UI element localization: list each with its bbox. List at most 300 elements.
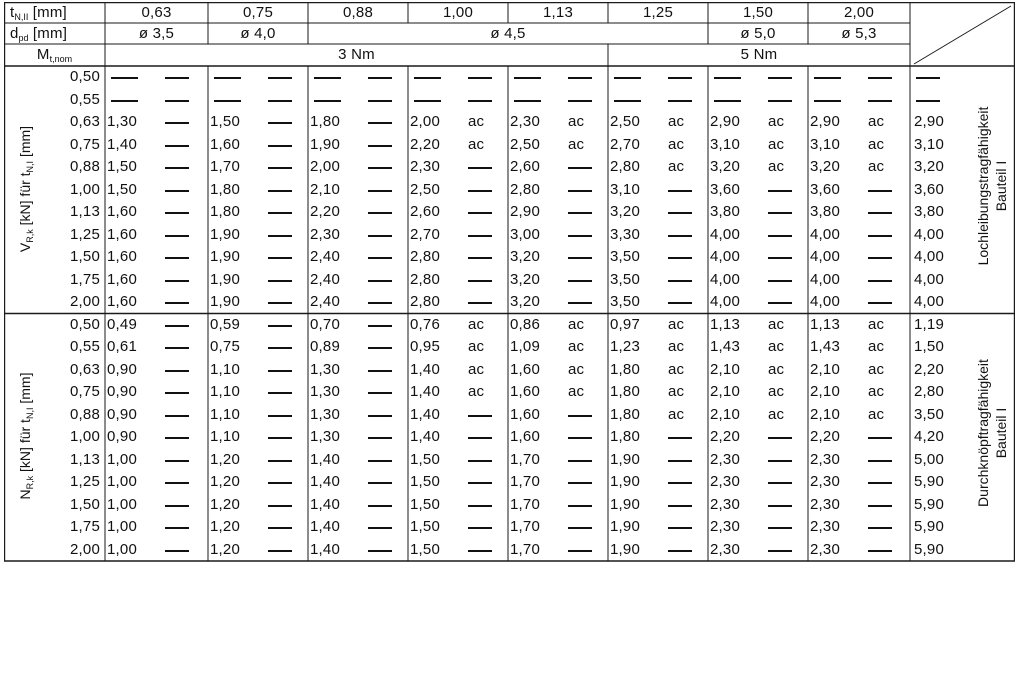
section-0-capacity-label-line1: Lochleibungstragfähigkeit [975, 106, 991, 266]
section-1-row-6-col-4-value: 1,70 [510, 450, 540, 468]
section-0-row-8-col-6-note-dash [768, 257, 792, 259]
section-0-row-1-col-2-note-dash [368, 100, 392, 102]
section-1-row-0-col-6-value: 1,13 [710, 315, 740, 333]
section-0-row-10-col-2-note-dash [368, 302, 392, 304]
section-1-row-5-col-3-note-dash [468, 437, 492, 439]
header-diagonal [914, 6, 1011, 64]
section-1-row-2-col-0-value: 0,90 [107, 360, 137, 378]
section-1-row-1-col-4-note: ac [568, 338, 585, 355]
thickness-header-4: 1,13 [543, 4, 573, 21]
d-header-label: $d_{pd}$ [mm] [10, 25, 68, 43]
section-0-row-3-col-2-note-dash [368, 145, 392, 147]
section-0-row-9-col-6-note-dash [768, 280, 792, 282]
section-1-row-4-col-7-value: 2,10 [810, 405, 840, 423]
section-1-row-6-col-1-note-dash [268, 460, 292, 462]
section-0-row-10-col-6-value: 4,00 [710, 293, 740, 310]
section-0-row-4-col-4-value: 2,60 [510, 158, 540, 175]
section-1-row-2-col-5-note: ac [668, 360, 685, 378]
section-1-row-5-col-4-value: 1,60 [510, 428, 540, 445]
section-1-row-4-col-5-value: 1,80 [610, 405, 640, 423]
section-0-row-4-col-0-value: 1,50 [107, 158, 137, 175]
section-1-row-2-col-6-note: ac [768, 360, 785, 378]
section-1-row-2-col-5-value: 1,80 [610, 360, 640, 378]
section-1-row-10-col-6-value: 2,30 [710, 540, 740, 558]
section-0-row-2-col-4-note: ac [568, 113, 585, 130]
section-0-row-2-col-6-value: 2,90 [710, 113, 740, 130]
section-1-row-8-col-4-value: 1,70 [510, 495, 540, 513]
section-0-row-10-thickness: 2,00 [70, 293, 100, 310]
section-0-row-8-col-7-value: 4,00 [810, 248, 840, 265]
section-1-row-5-col-6-note-dash [768, 437, 792, 439]
section-0-row-3-col-6-value: 3,10 [710, 135, 740, 153]
section-0-row-10-col-5-note-dash [668, 302, 692, 304]
section-1-row-10-col-6-note-dash [768, 550, 792, 552]
diameter-header-4: ø 5,3 [841, 25, 877, 42]
section-1-row-3-thickness: 0,75 [70, 383, 100, 400]
section-0-row-7-col-0-note-dash [165, 235, 189, 237]
section-1-row-5-col-5-value: 1,80 [610, 428, 640, 445]
thickness-header-6: 1,50 [743, 4, 773, 21]
section-0-row-5-col-0-value: 1,50 [107, 180, 137, 198]
section-1-row-axis-label: $N_{R,k}$ [kN] für $t_{N,I}$ [mm] [17, 372, 35, 500]
section-1-row-9-col-1-note-dash [268, 527, 292, 529]
section-0-row-5-col-5-note-dash [668, 190, 692, 192]
section-0-row-4-col-2-value: 2,00 [310, 158, 340, 175]
section-0-row-7-col-7-value: 4,00 [810, 225, 840, 243]
torque-header-1: 5 Nm [740, 46, 778, 63]
section-0-row-4-col-0-note-dash [165, 167, 189, 169]
section-1-row-1-col-3-note: ac [468, 338, 485, 355]
torque-header-0: 3 Nm [338, 46, 375, 63]
section-1-row-10-col-2-value: 1,40 [310, 540, 340, 558]
section-1-row-3-col-2-value: 1,30 [310, 383, 340, 400]
section-0-row-5-last-value: 3,60 [914, 180, 944, 198]
section-0-capacity-label [974, 71, 1010, 301]
section-1-row-5-col-3-value: 1,40 [410, 428, 440, 445]
diameter-header-3: ø 5,0 [740, 25, 776, 42]
section-0-row-6-col-3-value: 2,60 [410, 203, 440, 220]
section-0-row-9-col-5-note-dash [668, 280, 692, 282]
section-1-row-8-col-3-value: 1,50 [410, 495, 440, 513]
diameter-header-0: ø 3,5 [138, 25, 175, 42]
section-1-row-3-col-3-note: ac [468, 383, 485, 400]
section-0-row-7-col-6-note-dash [768, 235, 792, 237]
t-header-label: $t_{N,II}$ [mm] [10, 4, 67, 22]
thickness-header-7: 2,00 [844, 4, 874, 21]
section-0-row-1-col-2-value-dash [314, 100, 341, 102]
section-0-row-1-col-5-value-dash [614, 100, 641, 102]
load-capacity-table [4, 2, 1015, 675]
section-1-row-7-col-0-note-dash [165, 482, 189, 484]
section-1-row-3-col-0-value: 0,90 [107, 383, 137, 400]
section-1-row-9-col-4-note-dash [568, 527, 592, 529]
section-0-row-3-col-4-value: 2,50 [510, 135, 540, 153]
section-0-row-0-col-1-note-dash [268, 77, 292, 79]
section-1-row-3-col-7-note: ac [868, 383, 885, 400]
section-1-row-7-col-4-value: 1,70 [510, 473, 540, 490]
section-1-row-10-thickness: 2,00 [70, 540, 100, 558]
section-1-row-5-thickness: 1,00 [70, 428, 100, 445]
section-0-row-2-col-0-note-dash [165, 122, 189, 124]
thickness-header-1: 0,75 [243, 4, 273, 21]
section-1-row-5-col-6-value: 2,20 [710, 428, 740, 445]
section-1-row-5-col-0-note-dash [165, 437, 189, 439]
section-0-row-9-col-4-note-dash [568, 280, 592, 282]
section-1-row-9-col-0-value: 1,00 [107, 518, 137, 535]
section-0-row-5-col-3-value: 2,50 [410, 180, 440, 198]
section-1-row-8-thickness: 1,50 [70, 495, 100, 513]
section-1-row-8-col-5-note-dash [668, 505, 692, 507]
section-1-row-7-col-2-value: 1,40 [310, 473, 340, 490]
section-0-row-8-col-2-value: 2,40 [310, 248, 340, 265]
section-0-row-10-col-3-note-dash [468, 302, 492, 304]
section-1-row-5-col-7-value: 2,20 [810, 428, 840, 445]
section-1-row-3-col-5-note: ac [668, 383, 685, 400]
section-0-row-1-col-6-note-dash [768, 100, 792, 102]
section-0-row-2-col-3-note: ac [468, 113, 485, 130]
section-0-row-5-col-7-value: 3,60 [810, 180, 840, 198]
section-0-row-3-col-7-note: ac [868, 135, 885, 153]
section-1-row-1-col-5-note: ac [668, 338, 685, 355]
section-0-row-2-col-1-note-dash [268, 122, 292, 124]
section-0-row-6-col-4-note-dash [568, 212, 592, 214]
section-0-row-9-col-1-value: 1,90 [210, 270, 240, 288]
section-0-row-7-col-1-value: 1,90 [210, 225, 240, 243]
section-1-row-6-col-7-note-dash [868, 460, 892, 462]
section-0-row-9-col-3-value: 2,80 [410, 270, 440, 288]
section-1-row-10-last-value: 5,90 [914, 540, 944, 558]
section-0-row-3-col-1-note-dash [268, 145, 292, 147]
section-1-row-8-col-6-note-dash [768, 505, 792, 507]
section-1-row-0-col-5-value: 0,97 [610, 315, 640, 333]
section-0-row-7-col-3-value: 2,70 [410, 225, 440, 243]
section-1-row-0-col-1-note-dash [268, 325, 292, 327]
section-1-row-9-col-6-value: 2,30 [710, 518, 740, 535]
section-0-row-0-col-3-note-dash [468, 77, 492, 79]
section-0-row-5-col-6-note-dash [768, 190, 792, 192]
section-1-row-0-col-6-note: ac [768, 315, 785, 333]
section-1-row-4-col-5-note: ac [668, 405, 685, 423]
section-1-row-10-col-0-note-dash [165, 550, 189, 552]
section-1-row-3-col-3-value: 1,40 [410, 383, 440, 400]
section-0-row-0-col-7-note-dash [868, 77, 892, 79]
section-1-row-7-col-1-value: 1,20 [210, 473, 240, 490]
section-0-row-4-col-5-value: 2,80 [610, 158, 640, 175]
section-0-row-6-col-4-value: 2,90 [510, 203, 540, 220]
section-0-row-10-col-6-note-dash [768, 302, 792, 304]
section-0-row-1-last-dash [916, 100, 940, 102]
section-1-row-2-col-7-value: 2,10 [810, 360, 840, 378]
section-1-row-5-col-7-note-dash [868, 437, 892, 439]
section-0-row-6-thickness: 1,13 [70, 203, 100, 220]
section-1-row-7-col-1-note-dash [268, 482, 292, 484]
section-0-row-8-col-4-note-dash [568, 257, 592, 259]
section-1-row-2-col-0-note-dash [165, 370, 189, 372]
section-1-row-4-col-2-value: 1,30 [310, 405, 340, 423]
section-1-row-0-col-4-value: 0,86 [510, 315, 540, 333]
section-1-row-4-col-3-value: 1,40 [410, 405, 440, 423]
section-1-row-9-col-2-value: 1,40 [310, 518, 340, 535]
section-1-row-3-col-7-value: 2,10 [810, 383, 840, 400]
section-1-row-9-col-3-value: 1,50 [410, 518, 440, 535]
section-1-row-7-col-3-value: 1,50 [410, 473, 440, 490]
section-1-row-10-col-4-value: 1,70 [510, 540, 540, 558]
section-0-row-3-col-4-note: ac [568, 135, 585, 153]
section-1-row-5-col-1-value: 1,10 [210, 428, 240, 445]
section-1-row-8-col-2-note-dash [368, 505, 392, 507]
section-0-row-0-col-2-value-dash [314, 77, 341, 79]
section-0-row-3-last-value: 3,10 [914, 135, 944, 153]
thickness-header-0: 0,63 [141, 4, 172, 21]
section-1-row-5-last-value: 4,20 [914, 428, 944, 445]
section-0-row-2-col-5-value: 2,50 [610, 113, 640, 130]
section-1-row-7-col-6-value: 2,30 [710, 473, 740, 490]
section-0-row-9-col-7-value: 4,00 [810, 270, 840, 288]
section-1-row-9-col-7-note-dash [868, 527, 892, 529]
section-0-row-3-col-3-note: ac [468, 135, 485, 153]
section-1-row-4-col-1-note-dash [268, 415, 292, 417]
section-0-row-9-thickness: 1,75 [70, 270, 100, 288]
section-1-row-8-col-0-value: 1,00 [107, 495, 137, 513]
section-0-row-0-col-6-note-dash [768, 77, 792, 79]
section-0-row-8-col-7-note-dash [868, 257, 892, 259]
section-1-row-0-col-1-value: 0,59 [210, 315, 240, 333]
section-0-row-4-col-2-note-dash [368, 167, 392, 169]
section-0-row-2-col-7-value: 2,90 [810, 113, 840, 130]
section-0-row-axis-label: $V_{R,k}$ [kN] für $t_{N,I}$ [mm] [17, 125, 35, 252]
section-1-row-4-col-0-note-dash [165, 415, 189, 417]
section-1-row-9-col-6-note-dash [768, 527, 792, 529]
section-1-row-2-col-1-note-dash [268, 370, 292, 372]
section-0-row-2-col-0-value: 1,30 [107, 113, 137, 130]
section-1-row-2-thickness: 0,63 [70, 360, 100, 378]
section-1-row-7-col-3-note-dash [468, 482, 492, 484]
section-1-row-6-col-7-value: 2,30 [810, 450, 840, 468]
section-0-row-10-last-value: 4,00 [914, 293, 944, 310]
section-0-row-7-last-value: 4,00 [914, 225, 944, 243]
section-1-row-9-col-7-value: 2,30 [810, 518, 840, 535]
section-0-row-2-last-value: 2,90 [914, 113, 944, 130]
section-0-row-1-col-3-note-dash [468, 100, 492, 102]
section-1-row-1-col-7-note: ac [868, 338, 885, 355]
section-1-row-7-col-7-value: 2,30 [810, 473, 840, 490]
section-0-row-5-col-3-note-dash [468, 190, 492, 192]
section-1-row-3-col-4-value: 1,60 [510, 383, 540, 400]
section-1-row-10-col-4-note-dash [568, 550, 592, 552]
section-0-row-9-col-7-note-dash [868, 280, 892, 282]
section-0-row-5-col-1-note-dash [268, 190, 292, 192]
section-1-row-8-col-1-value: 1,20 [210, 495, 240, 513]
section-1-row-10-col-1-value: 1,20 [210, 540, 240, 558]
section-1-row-1-col-7-value: 1,43 [810, 338, 840, 355]
section-0-row-4-col-1-value: 1,70 [210, 158, 240, 175]
section-0-row-5-col-6-value: 3,60 [710, 180, 740, 198]
diameter-header-2: ø 4,5 [490, 25, 526, 42]
section-0-row-8-col-5-value: 3,50 [610, 248, 640, 265]
m-header-label: $M_{t,nom}$ [36, 46, 73, 64]
section-0-row-7-col-5-value: 3,30 [610, 225, 640, 243]
section-1-row-6-col-1-value: 1,20 [210, 450, 240, 468]
section-1-row-7-thickness: 1,25 [70, 473, 100, 490]
section-1-row-8-col-1-note-dash [268, 505, 292, 507]
section-0-row-9-col-4-value: 3,20 [510, 270, 540, 288]
section-0-row-9-col-5-value: 3,50 [610, 270, 640, 288]
section-0-row-10-col-5-value: 3,50 [610, 293, 640, 310]
section-0-row-3-col-3-value: 2,20 [410, 135, 440, 153]
section-0-row-3-col-5-value: 2,70 [610, 135, 640, 153]
section-0-row-4-col-1-note-dash [268, 167, 292, 169]
section-1-row-2-col-4-value: 1,60 [510, 360, 540, 378]
section-1-row-1-last-value: 1,50 [914, 338, 944, 355]
section-0-row-6-col-7-value: 3,80 [810, 203, 840, 220]
section-1-row-4-col-1-value: 1,10 [210, 405, 240, 423]
section-1-row-6-col-2-value: 1,40 [310, 450, 340, 468]
section-0-row-10-col-3-value: 2,80 [410, 293, 440, 310]
section-1-row-2-col-2-note-dash [368, 370, 392, 372]
section-1-row-3-last-value: 2,80 [914, 383, 944, 400]
section-1-row-6-col-5-value: 1,90 [610, 450, 640, 468]
section-0-row-3-col-0-note-dash [165, 145, 189, 147]
section-1-row-6-col-6-note-dash [768, 460, 792, 462]
section-0-row-7-col-3-note-dash [468, 235, 492, 237]
section-0-row-8-col-4-value: 3,20 [510, 248, 540, 265]
section-0-row-4-col-3-value: 2,30 [410, 158, 440, 175]
section-1-row-2-col-1-value: 1,10 [210, 360, 240, 378]
section-0-row-9-col-0-note-dash [165, 280, 189, 282]
section-1-row-9-col-2-note-dash [368, 527, 392, 529]
section-0-row-7-thickness: 1,25 [70, 225, 100, 243]
section-0-row-7-col-2-note-dash [368, 235, 392, 237]
section-0-row-1-col-4-note-dash [568, 100, 592, 102]
section-1-row-10-col-5-note-dash [668, 550, 692, 552]
section-0-row-9-col-1-note-dash [268, 280, 292, 282]
section-1-row-3-col-2-note-dash [368, 392, 392, 394]
section-0-row-8-col-3-note-dash [468, 257, 492, 259]
section-0-row-8-col-1-note-dash [268, 257, 292, 259]
section-0-row-2-col-7-note: ac [868, 113, 885, 130]
section-0-row-10-col-0-value: 1,60 [107, 293, 137, 310]
section-1-row-3-col-4-note: ac [568, 383, 585, 400]
section-0-row-6-col-1-value: 1,80 [210, 203, 240, 220]
section-0-row-5-col-4-note-dash [568, 190, 592, 192]
section-0-row-0-col-4-value-dash [514, 77, 541, 79]
section-1-row-2-col-4-note: ac [568, 360, 585, 378]
section-1-row-5-col-5-note-dash [668, 437, 692, 439]
section-0-row-4-col-5-note: ac [668, 158, 685, 175]
section-0-row-5-col-5-value: 3,10 [610, 180, 640, 198]
section-1-row-2-col-7-note: ac [868, 360, 885, 378]
section-0-row-2-col-5-note: ac [668, 113, 685, 130]
section-1-row-3-col-0-note-dash [165, 392, 189, 394]
section-1-row-0-col-2-note-dash [368, 325, 392, 327]
section-1-row-0-thickness: 0,50 [70, 315, 100, 333]
section-0-row-5-col-7-note-dash [868, 190, 892, 192]
section-1-row-1-col-2-note-dash [368, 347, 392, 349]
section-1-row-9-col-5-value: 1,90 [610, 518, 640, 535]
section-1-row-1-col-3-value: 0,95 [410, 338, 440, 355]
section-1-row-8-col-7-value: 2,30 [810, 495, 840, 513]
section-0-row-2-col-2-note-dash [368, 122, 392, 124]
section-0-row-9-col-3-note-dash [468, 280, 492, 282]
section-1-row-10-col-3-note-dash [468, 550, 492, 552]
section-0-row-3-thickness: 0,75 [70, 135, 100, 153]
section-0-row-4-col-4-note-dash [568, 167, 592, 169]
section-1-row-2-col-3-value: 1,40 [410, 360, 440, 378]
section-0-row-2-col-6-note: ac [768, 113, 785, 130]
section-0-row-0-thickness: 0,50 [70, 68, 100, 85]
section-1-row-0-col-4-note: ac [568, 315, 585, 333]
section-1-row-2-col-3-note: ac [468, 360, 485, 378]
section-1-row-3-col-1-value: 1,10 [210, 383, 240, 400]
section-1-row-8-col-2-value: 1,40 [310, 495, 340, 513]
section-1-row-7-col-7-note-dash [868, 482, 892, 484]
section-1-row-7-col-0-value: 1,00 [107, 473, 137, 490]
section-0-row-2-col-3-value: 2,00 [410, 113, 440, 130]
section-0-row-0-last-dash [916, 77, 940, 79]
section-1-row-8-col-4-note-dash [568, 505, 592, 507]
section-1-row-8-last-value: 5,90 [914, 495, 944, 513]
section-0-row-7-col-7-note-dash [868, 235, 892, 237]
section-0-row-3-col-6-note: ac [768, 135, 785, 153]
thickness-header-3: 1,00 [443, 4, 473, 21]
section-1-row-5-col-2-value: 1,30 [310, 428, 340, 445]
section-1-row-4-col-3-note-dash [468, 415, 492, 417]
section-0-row-10-col-4-value: 3,20 [510, 293, 540, 310]
section-1-row-9-thickness: 1,75 [70, 518, 100, 535]
section-0-row-4-col-6-note: ac [768, 158, 785, 175]
section-1-row-10-col-7-value: 2,30 [810, 540, 840, 558]
section-1-row-4-col-6-note: ac [768, 405, 785, 423]
section-0-row-10-col-7-note-dash [868, 302, 892, 304]
section-1-row-6-col-0-value: 1,00 [107, 450, 137, 468]
section-1-row-9-col-0-note-dash [165, 527, 189, 529]
section-1-row-1-col-6-value: 1,43 [710, 338, 740, 355]
section-0-row-7-col-6-value: 4,00 [710, 225, 740, 243]
section-1-row-1-col-4-value: 1,09 [510, 338, 540, 355]
section-1-row-3-col-5-value: 1,80 [610, 383, 640, 400]
section-0-row-4-col-7-note: ac [868, 158, 885, 175]
section-0-row-0-col-4-note-dash [568, 77, 592, 79]
section-0-row-8-col-0-note-dash [165, 257, 189, 259]
section-0-row-8-thickness: 1,50 [70, 248, 100, 265]
section-1-row-9-col-3-note-dash [468, 527, 492, 529]
section-0-row-1-col-7-note-dash [868, 100, 892, 102]
section-0-row-5-thickness: 1,00 [70, 180, 100, 198]
section-0-row-5-col-4-value: 2,80 [510, 180, 540, 198]
section-0-row-2-col-4-value: 2,30 [510, 113, 540, 130]
section-0-row-7-col-4-value: 3,00 [510, 225, 540, 243]
section-0-row-6-col-0-note-dash [165, 212, 189, 214]
section-1-row-4-col-4-value: 1,60 [510, 405, 540, 423]
section-0-row-8-col-3-value: 2,80 [410, 248, 440, 265]
section-1-row-0-col-0-note-dash [165, 325, 189, 327]
section-1-row-4-col-2-note-dash [368, 415, 392, 417]
section-0-row-1-col-6-value-dash [714, 100, 741, 102]
section-1-capacity-label-line1: Durchknöpftragfähigkeit [975, 359, 991, 508]
section-0-row-0-col-3-value-dash [414, 77, 441, 79]
section-1-row-6-col-5-note-dash [668, 460, 692, 462]
section-0-row-1-col-0-value-dash [111, 100, 138, 102]
section-0-row-1-col-7-value-dash [814, 100, 841, 102]
section-1-row-8-col-3-note-dash [468, 505, 492, 507]
section-1-row-9-col-4-value: 1,70 [510, 518, 540, 535]
section-1-row-8-col-0-note-dash [165, 505, 189, 507]
section-0-row-0-col-0-note-dash [165, 77, 189, 79]
section-0-row-6-col-5-note-dash [668, 212, 692, 214]
section-0-row-3-col-2-value: 1,90 [310, 135, 340, 153]
section-0-row-5-col-1-value: 1,80 [210, 180, 240, 198]
section-1-row-7-col-5-value: 1,90 [610, 473, 640, 490]
